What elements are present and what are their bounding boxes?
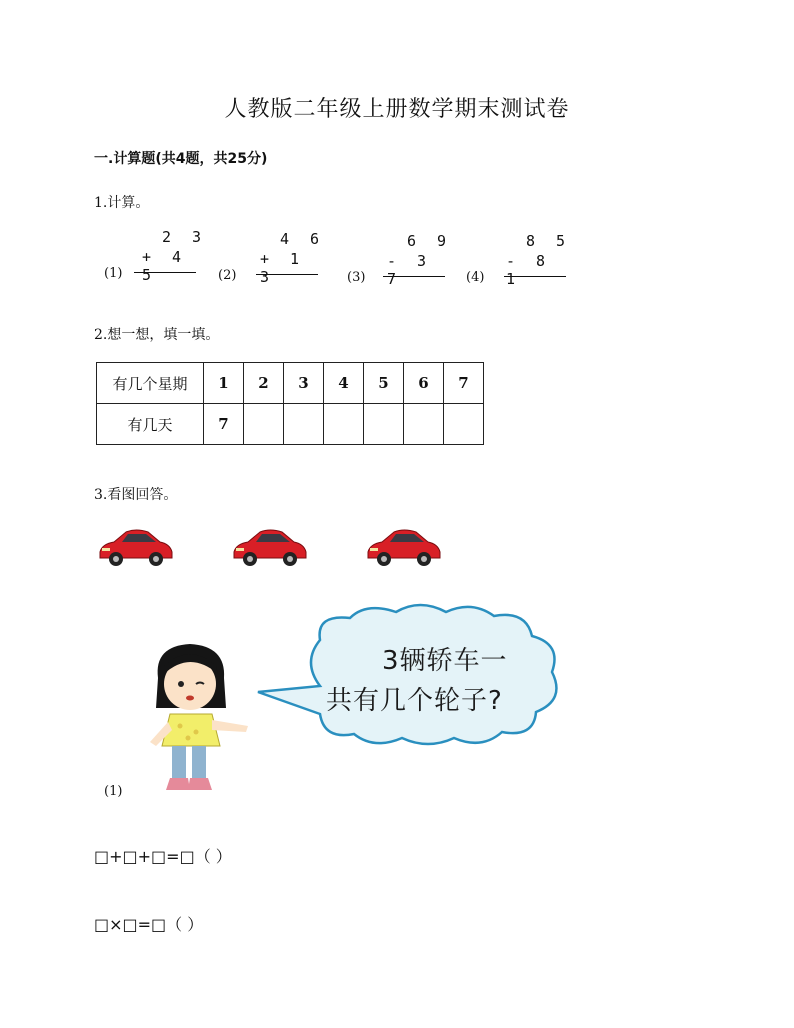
- girl-illustration: [140, 638, 260, 798]
- calc-problem-2: [218, 230, 328, 300]
- table-cell: 6: [404, 363, 444, 404]
- table-cell: 3: [284, 363, 324, 404]
- table-cell[interactable]: [244, 404, 284, 445]
- table-cell: 5: [364, 363, 404, 404]
- table-cell: 1: [204, 363, 244, 404]
- question-3-prompt: 3.看图回答。: [94, 487, 178, 503]
- weeks-days-table: [96, 362, 484, 445]
- table-row-header: 有几个星期: [97, 363, 204, 404]
- calc-rule: [256, 274, 318, 275]
- calc-bottom-number: - 8 1: [506, 252, 552, 288]
- calc-label: (4): [466, 270, 485, 285]
- calc-top-number: 6 9: [407, 232, 453, 250]
- bubble-text-line-2: 共有几个轮子?: [326, 686, 503, 716]
- question-1-prompt: 1.计算。: [94, 195, 150, 211]
- calc-rule: [504, 276, 566, 277]
- calc-label: (3): [347, 270, 366, 285]
- calc-top-number: 2 3: [162, 228, 208, 246]
- question-2-prompt: 2.想一想，填一填。: [94, 327, 220, 343]
- table-cell[interactable]: [404, 404, 444, 445]
- equation-addition: □+□+□=□（ ）: [94, 847, 232, 866]
- calc-top-number: 4 6: [280, 230, 326, 248]
- page-title: 人教版二年级上册数学期末测试卷: [224, 97, 570, 122]
- table-row: [97, 404, 484, 445]
- calc-bottom-number: - 3 7: [387, 252, 433, 288]
- table-cell[interactable]: [444, 404, 484, 445]
- table-cell[interactable]: [364, 404, 404, 445]
- sub-question-label: (1): [104, 784, 123, 799]
- calc-rule: [134, 272, 196, 273]
- table-cell: 2: [244, 363, 284, 404]
- calc-label: (2): [218, 268, 237, 283]
- equation-multiplication: □×□=□（ ）: [94, 915, 204, 934]
- table-cell: 4: [324, 363, 364, 404]
- calc-problem-4: [466, 232, 576, 302]
- table-cell[interactable]: [284, 404, 324, 445]
- calc-bottom-number: + 4 5: [142, 248, 188, 284]
- red-car-image: [96, 524, 174, 570]
- table-row: [97, 363, 484, 404]
- red-car-image: [364, 524, 442, 570]
- calc-rule: [383, 276, 445, 277]
- calc-problem-1: [104, 228, 214, 298]
- calc-label: (1): [104, 266, 123, 281]
- table-row-header: 有几天: [97, 404, 204, 445]
- table-cell: 7: [444, 363, 484, 404]
- table-cell: 7: [204, 404, 244, 445]
- red-car-image: [230, 524, 308, 570]
- bubble-text-line-1: 3辆轿车一: [382, 646, 508, 676]
- calc-top-number: 8 5: [526, 232, 572, 250]
- calc-problem-3: [347, 232, 457, 302]
- calc-bottom-number: + 1 3: [260, 250, 306, 286]
- table-cell[interactable]: [324, 404, 364, 445]
- section-heading: 一.计算题(共4题，共25分): [94, 151, 268, 167]
